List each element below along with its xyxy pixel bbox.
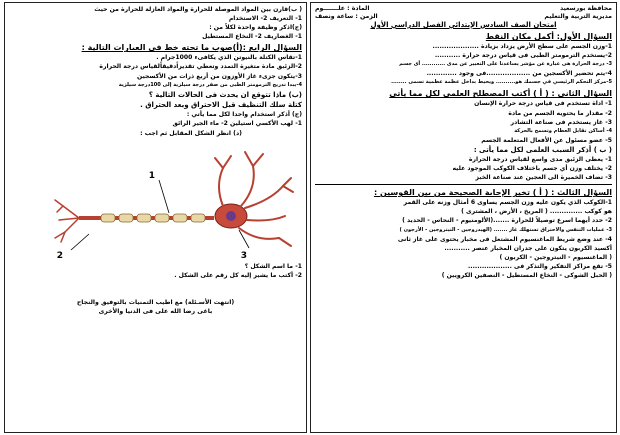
- subject: المادة : علـــــــوم: [315, 5, 370, 12]
- q2a-line-4: 4- أساكن تقابل العظام وتسمح بالحركة: [514, 127, 612, 134]
- q3-line-6: أكسيد الكربون يتكون على جدران المخبار عنصر ...........: [444, 244, 612, 252]
- q2a-line-5: 5- عضو مسئول عن الأفعال المتعلمة الجسم: [481, 136, 612, 144]
- q4-title: السؤال الرابع :(أ)صوب ما تحته خط فى العبارات التالية :: [81, 43, 302, 53]
- header-right: [544, 5, 612, 21]
- q4-line-3: 3-يتكون جزىء غاز الأوزون من أربع ذرات من الأكسجين: [137, 72, 302, 80]
- header-left: [315, 5, 378, 21]
- q1-title: السؤال الأول: أكمل مكان النقط: [485, 32, 612, 41]
- q1-line-4: 4-يتم تحضير الأكسجين من ...................فى وجود .............: [426, 70, 612, 78]
- q4-line-4: 4-يبدا تدريج الترمومتر الطبى من صفر درجة سيلزية إلى 100درجة سيلزية: [118, 81, 302, 88]
- q4-line-1: 1-تقاس الكتلة بالنيوتن الذي يكافىء 1000جرام .: [156, 54, 302, 62]
- figure-question-2: 2- أكتب ما يشير إليه كل رقم على الشكل .: [174, 272, 302, 280]
- q2a-line-2: 2- مقدار ما يحتويه الجسم من مادة: [508, 109, 612, 117]
- q2b-line-2: 2- يختلف وزن أي جسم باختلاف الكوكب الموجود عليه: [452, 165, 612, 173]
- right-column: [310, 2, 617, 433]
- q3-line-5: 4- عند وضع شريط الماغنسيوم المشتعل فى مخبار يحتوى على غاز ثانى: [397, 235, 612, 243]
- axon-terminals: [55, 200, 79, 242]
- q3-line-7: ( الماغنسيوم - النيتروجين - الكربون ): [499, 253, 612, 261]
- q4b-title: (ب) ماذا تتوقع ان يحدث فى الحالات التالية ؟: [148, 90, 302, 99]
- label-1: 1: [148, 170, 155, 181]
- q3-line-3: 2- حدد أيهما اسرع توصيلاً للحرارة .......(الألومنيوم - النحاس - الحديد ): [402, 217, 612, 225]
- q1-line-5: 5-مركز التحكم الرئيسي في جسمك هو.......... ويحيط بداخل عظمة عظمية تسمى ........: [391, 79, 612, 86]
- q2b-line-3: 3- تضاف الخميرة الى العجين عند صناعة الخبز: [475, 174, 612, 182]
- directorate: مديرية التربية والتعليم: [544, 13, 612, 20]
- compare-items: 1- التعريف 2- الاستخدام: [228, 15, 302, 23]
- exam-header: [315, 5, 612, 21]
- q4c-title: (ج) أذكر استخدام واحدا لكل مما يأتي :: [186, 110, 302, 118]
- nucleus: [226, 211, 236, 221]
- q3-line-4: 3- عمليات التنفس والاحتراق تستهلك غاز ....... (الهيدروجين - النيتروجين - الأرجون ): [399, 226, 612, 233]
- q3-title: السؤال الثالث : ( أ ) تخير الإجابة الصحيحة من بين القوسين :: [373, 188, 612, 198]
- q2a-line-3: 3- غاز يستخدم فى صناعة التشادر: [510, 118, 612, 126]
- time: الزمن : ساعة ونصف: [315, 13, 378, 20]
- label-2: 2: [56, 250, 63, 261]
- q1-line-3: 3- درجة الحرارة هى عبارة عن مؤشر يساعدنا على التعبير عن مدى ............ أى جسم: [399, 61, 612, 68]
- q3-line-9: ( الحبل الشوكى - النخاع المستطيل - النصفين الكرويين ): [441, 271, 612, 279]
- footer-line-1: (انتهت الأسـئلة) مع اطيب التمنيات بالتوفيق والنجاح: [76, 299, 235, 307]
- q3-line-1: 1-الكوكب الذي يكون عليه وزن الجسم يساوى 6 أمثال وزنه على القمر: [403, 199, 612, 207]
- label-3: 3: [240, 250, 247, 261]
- q1-line-2: 2-يستخدم الترمومتر الطبى فى قياس درجة حرارة ...........: [434, 52, 612, 60]
- footer-line-2: باغى رضا الله على فى الدنيا والأخرى: [98, 308, 213, 316]
- q2b-line-1: 1- يعطى الزئبق مدى واسع لقياس درجة الحرارة: [468, 155, 612, 163]
- divider: [315, 184, 612, 185]
- q3-line-8: 5- تقع مراكز التفكير والتذكر فى ...................: [467, 262, 612, 270]
- neuron-diagram: [9, 130, 302, 262]
- q1-line-1: 1-وزن الجسم على سطح الأرض يزداد بزيادة ....................: [432, 43, 612, 50]
- compare-title: ( ب)قارن بين المواد الموصلة للحرارة والمواد العازلة للحرارة من حيث: [94, 6, 302, 13]
- function-title: (ج)اذكر وظيفة واحدة لكلاً من :: [209, 24, 302, 32]
- q4b-line-1: كتلة سلك التنظيف قبل الاحتراق وبعد الحتراق .: [140, 100, 302, 109]
- q3-line-2: هو كوكب .............. ( المريخ ، الأرض ، المشترى ): [461, 208, 612, 216]
- neuron-figure: [9, 130, 302, 262]
- function-items: 1- الغضاريف 2- النخاع المستطيل: [202, 33, 302, 41]
- exam-title: امتحان الصف السادس الإبتدائي الفصل الدراسي الأول: [370, 21, 557, 29]
- q2a-title: السؤال الثانى : ( أ ) أكتب المصطلح العلمى لكل مما يأتى: [389, 89, 612, 99]
- dendrites: [215, 152, 293, 246]
- figure-caption: (د) انظر الشكل المقابل ثم اجب :: [140, 129, 242, 137]
- q2a-line-1: 1- اداة تستخدم فى قياس درجة حرارة الإنسان: [474, 100, 612, 108]
- left-column: [4, 2, 307, 433]
- governorate: محافظة بورسعيد: [559, 5, 612, 12]
- q4-line-2: 2-الزئبق مادة متغيرة التمدد وتعطي تقديراًدقيقاًلقياس درجة الحرارة: [99, 63, 302, 71]
- figure-question-1: 1- ما اسم الشكل ؟: [244, 262, 302, 270]
- q4c-items: 1- لهب الأكسي استيلين 2- ماء الجير الرائق: [172, 119, 302, 127]
- q2b-title: ( ب ) أذكر السبب العلمى لكل مما يأتى :: [473, 145, 612, 154]
